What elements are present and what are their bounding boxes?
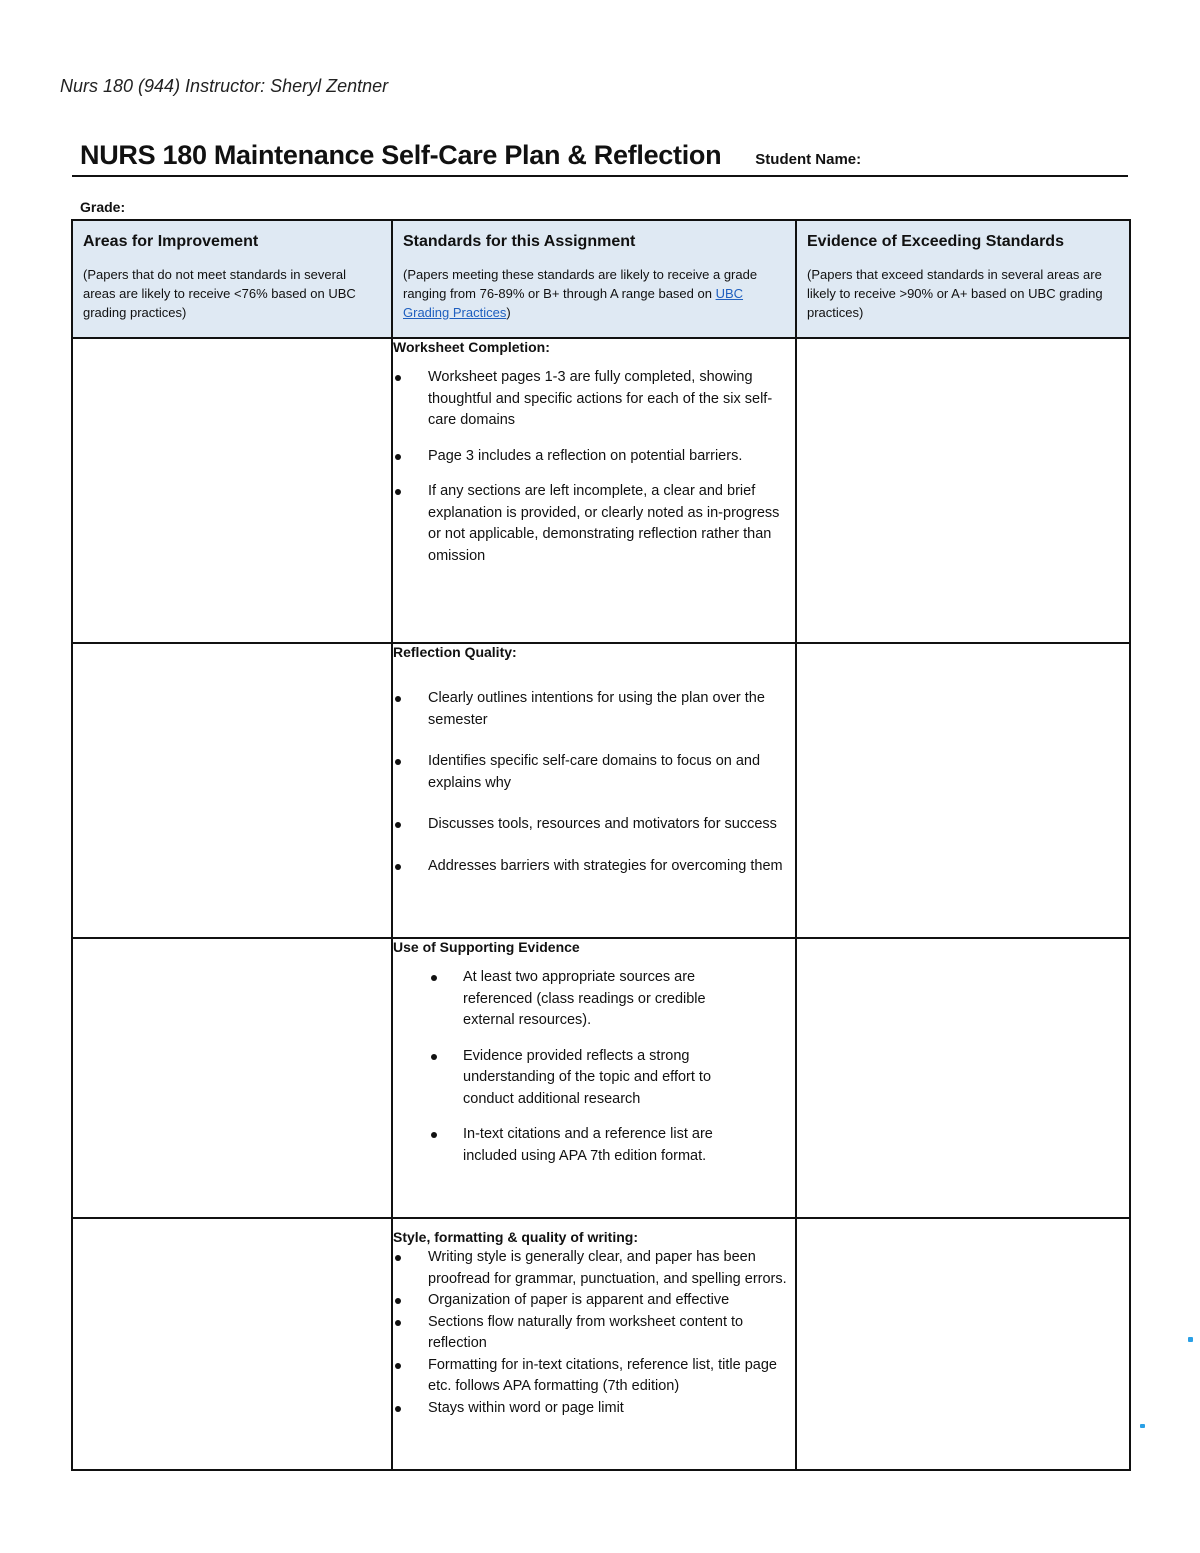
criteria-item: Evidence provided reflects a strong understanding of the topic and effort to conduct additional research — [393, 1046, 755, 1111]
rubric-table — [71, 219, 1131, 1471]
section-title: Style, formatting & quality of writing: — [393, 1229, 638, 1245]
grade-label: Grade: — [80, 199, 126, 215]
margin-marker-dot — [1188, 1337, 1193, 1342]
criteria-item: Organization of paper is apparent and effective — [393, 1290, 795, 1312]
criteria-item: In-text citations and a reference list are included using APA 7th edition format. — [393, 1124, 755, 1167]
areas-for-improvement-cell[interactable] — [72, 643, 392, 938]
criteria-item: Formatting for in-text citations, reference list, title page etc. follows APA formatting (7th edition) — [393, 1355, 795, 1398]
course-instructor-line: Nurs 180 (944) Instructor: Sheryl Zentner — [60, 76, 389, 96]
column-description: (Papers that do not meet standards in several areas are likely to receive <76% based on UBC grading practices) — [83, 267, 356, 320]
column-description-end: ) — [506, 305, 511, 320]
criteria-item: Sections flow naturally from worksheet content to reflection — [393, 1312, 795, 1355]
column-header-exceeding-standards — [796, 220, 1130, 338]
document-title: NURS 180 Maintenance Self-Care Plan & Reflection — [80, 140, 722, 170]
student-name-label: Student Name: — [755, 151, 862, 168]
column-title: Evidence of Exceeding Standards — [807, 233, 1064, 250]
criteria-item: Writing style is generally clear, and paper has been proofread for grammar, punctuation, and spelling errors. — [393, 1247, 795, 1290]
criteria-item: At least two appropriate sources are referenced (class readings or credible external resources). — [393, 967, 755, 1032]
rubric-header-row — [72, 220, 1130, 338]
ubc-grading-practices-link[interactable]: UBC Grading Practices — [403, 286, 744, 320]
title-divider — [72, 175, 1128, 177]
section-title: Use of Supporting Evidence — [393, 939, 580, 955]
criteria-item: Discusses tools, resources and motivators for success — [393, 814, 795, 836]
rubric-row-worksheet-completion — [72, 338, 1130, 643]
standards-cell — [392, 1218, 796, 1470]
standards-cell — [392, 338, 796, 643]
criteria-list — [393, 367, 795, 567]
areas-for-improvement-cell[interactable] — [72, 1218, 392, 1470]
column-title: Standards for this Assignment — [403, 233, 636, 250]
section-title: Worksheet Completion: — [393, 339, 550, 355]
criteria-item: Page 3 includes a reflection on potential barriers. — [393, 446, 795, 468]
exceeding-standards-cell[interactable] — [796, 938, 1130, 1218]
section-title: Reflection Quality: — [393, 644, 517, 660]
column-description — [403, 265, 785, 322]
margin-marker-dot — [1140, 1424, 1145, 1428]
rubric-row-style-formatting — [72, 1218, 1130, 1470]
areas-for-improvement-cell[interactable] — [72, 938, 392, 1218]
column-header-areas-for-improvement — [72, 220, 392, 338]
exceeding-standards-cell[interactable] — [796, 338, 1130, 643]
column-description-text: (Papers meeting these standards are likely to receive a grade ranging from 76-89% or B+ through A range based on — [403, 267, 758, 301]
criteria-item: Worksheet pages 1-3 are fully completed, showing thoughtful and specific actions for each of the six self-care domains — [393, 367, 795, 432]
criteria-item: If any sections are left incomplete, a clear and brief explanation is provided, or clearly noted as in-progress or not applicable, demonstrating reflection rather than omission — [393, 481, 795, 567]
criteria-list — [393, 688, 795, 877]
rubric-row-reflection-quality — [72, 643, 1130, 938]
rubric-row-supporting-evidence — [72, 938, 1130, 1218]
column-title: Areas for Improvement — [83, 233, 259, 250]
criteria-item: Clearly outlines intentions for using the plan over the semester — [393, 688, 795, 731]
criteria-item: Stays within word or page limit — [393, 1398, 795, 1420]
exceeding-standards-cell[interactable] — [796, 1218, 1130, 1470]
title-row — [80, 140, 1128, 171]
criteria-item: Addresses barriers with strategies for overcoming them — [393, 856, 795, 878]
criteria-item: Identifies specific self-care domains to focus on and explains why — [393, 751, 795, 794]
standards-cell — [392, 643, 796, 938]
criteria-list — [393, 967, 795, 1167]
column-description: (Papers that exceed standards in several areas are likely to receive >90% or A+ based on UBC grading practices) — [807, 267, 1103, 320]
standards-cell — [392, 938, 796, 1218]
criteria-list — [393, 1247, 795, 1419]
areas-for-improvement-cell[interactable] — [72, 338, 392, 643]
exceeding-standards-cell[interactable] — [796, 643, 1130, 938]
column-header-standards — [392, 220, 796, 338]
